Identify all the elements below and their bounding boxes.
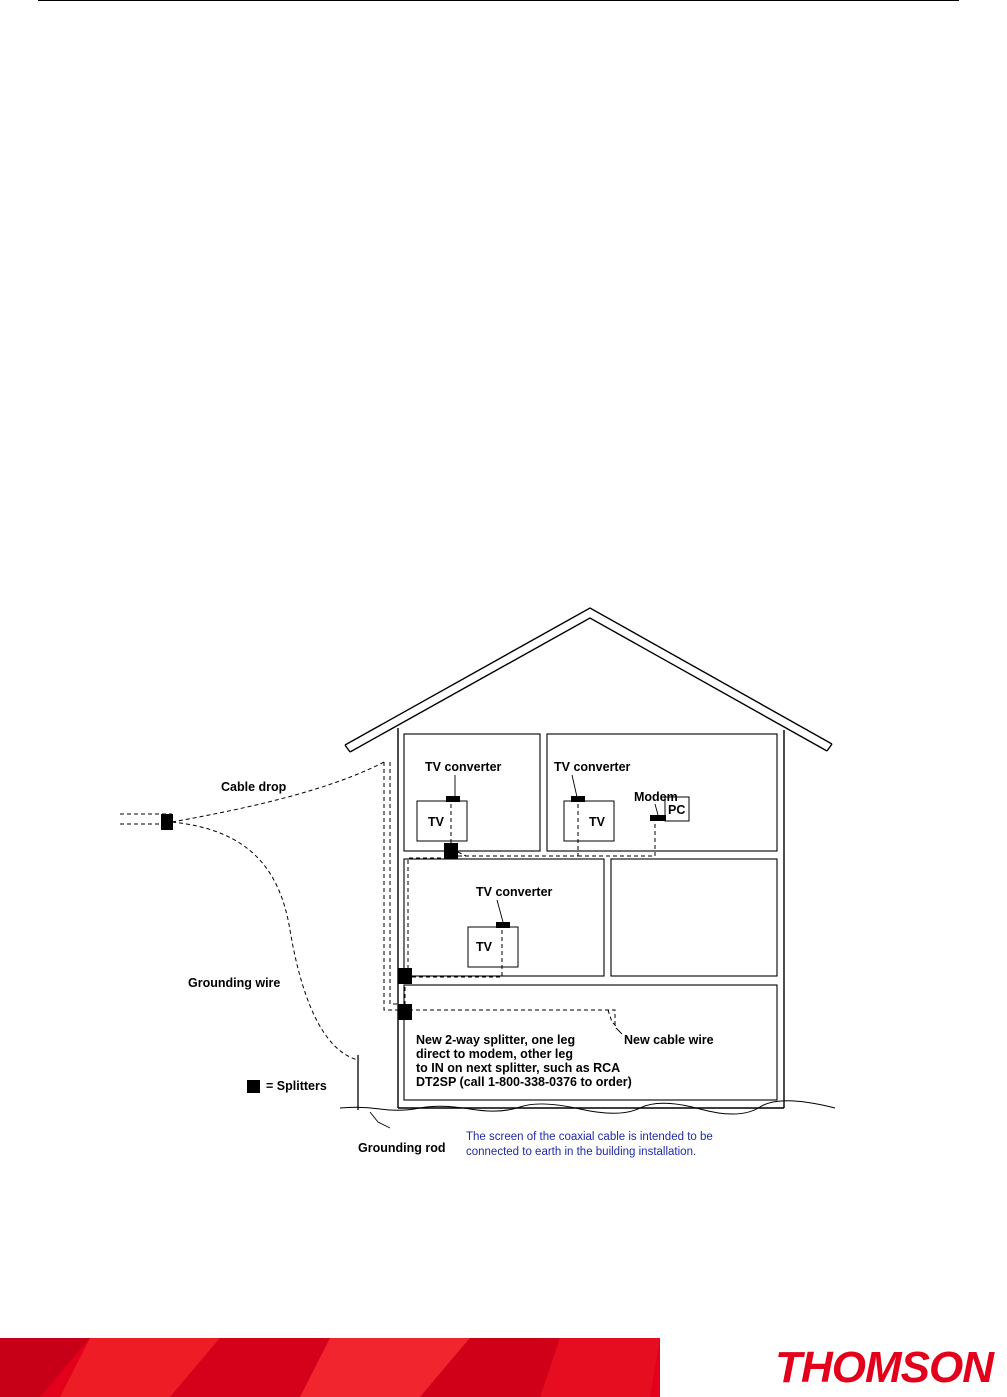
house-roof [345,608,832,752]
converter-3 [496,922,510,928]
run-to-tv-2 [458,802,578,856]
safety-note [466,1131,713,1158]
room-middle-right [611,859,777,976]
splitters-legend-label: = Splitters [266,1079,327,1093]
devices [417,797,689,967]
splitters [161,814,458,1093]
converter-2 [571,796,585,802]
tv-converter-1-label: TV converter [425,760,502,774]
grounding-rod-label: Grounding rod [358,1141,446,1155]
safety-note-line: connected to earth in the building installation. [466,1146,697,1158]
tv-2-label: TV [589,815,605,829]
tv-3-label: TV [476,940,492,954]
converter-blocks [446,796,666,928]
safety-note-line: The screen of the coaxial cable is intended to be [466,1131,713,1143]
splitter-middle [398,968,412,984]
tv-converter-3-label: TV converter [476,885,553,899]
splitter-outside [161,814,173,830]
grounding-wire-label: Grounding wire [188,976,281,990]
pc-label: PC [668,803,686,817]
splitter-new [398,1004,412,1020]
converter-1 [446,796,460,802]
run-riser [408,858,451,976]
tv-1-label: TV [428,815,444,829]
splitter-note-line: to IN on next splitter, such as RCA [416,1061,621,1075]
splitter-note-line: New 2-way splitter, one leg [416,1033,576,1047]
splitter-note-line: direct to modem, other leg [416,1047,573,1061]
splitter-note-line: DT2SP (call 1-800-338-0376 to order) [416,1075,632,1089]
thomson-logo: THOMSON [775,1343,993,1392]
splitter-legend-swatch [247,1080,260,1093]
splitter-note [416,1033,632,1089]
cable-drop-label: Cable drop [221,780,287,794]
tv-converter-2-label: TV converter [554,760,631,774]
modem-block [650,815,666,821]
run-modem-extra [608,1010,618,1028]
modem-label: Modem [634,790,678,804]
footer-band [0,1338,1007,1397]
grounding-wire-line [172,822,358,1060]
splitter-upper [444,843,458,859]
wall-drop-inner [390,762,398,1004]
new-cable-wire-label: New cable wire [624,1033,714,1047]
